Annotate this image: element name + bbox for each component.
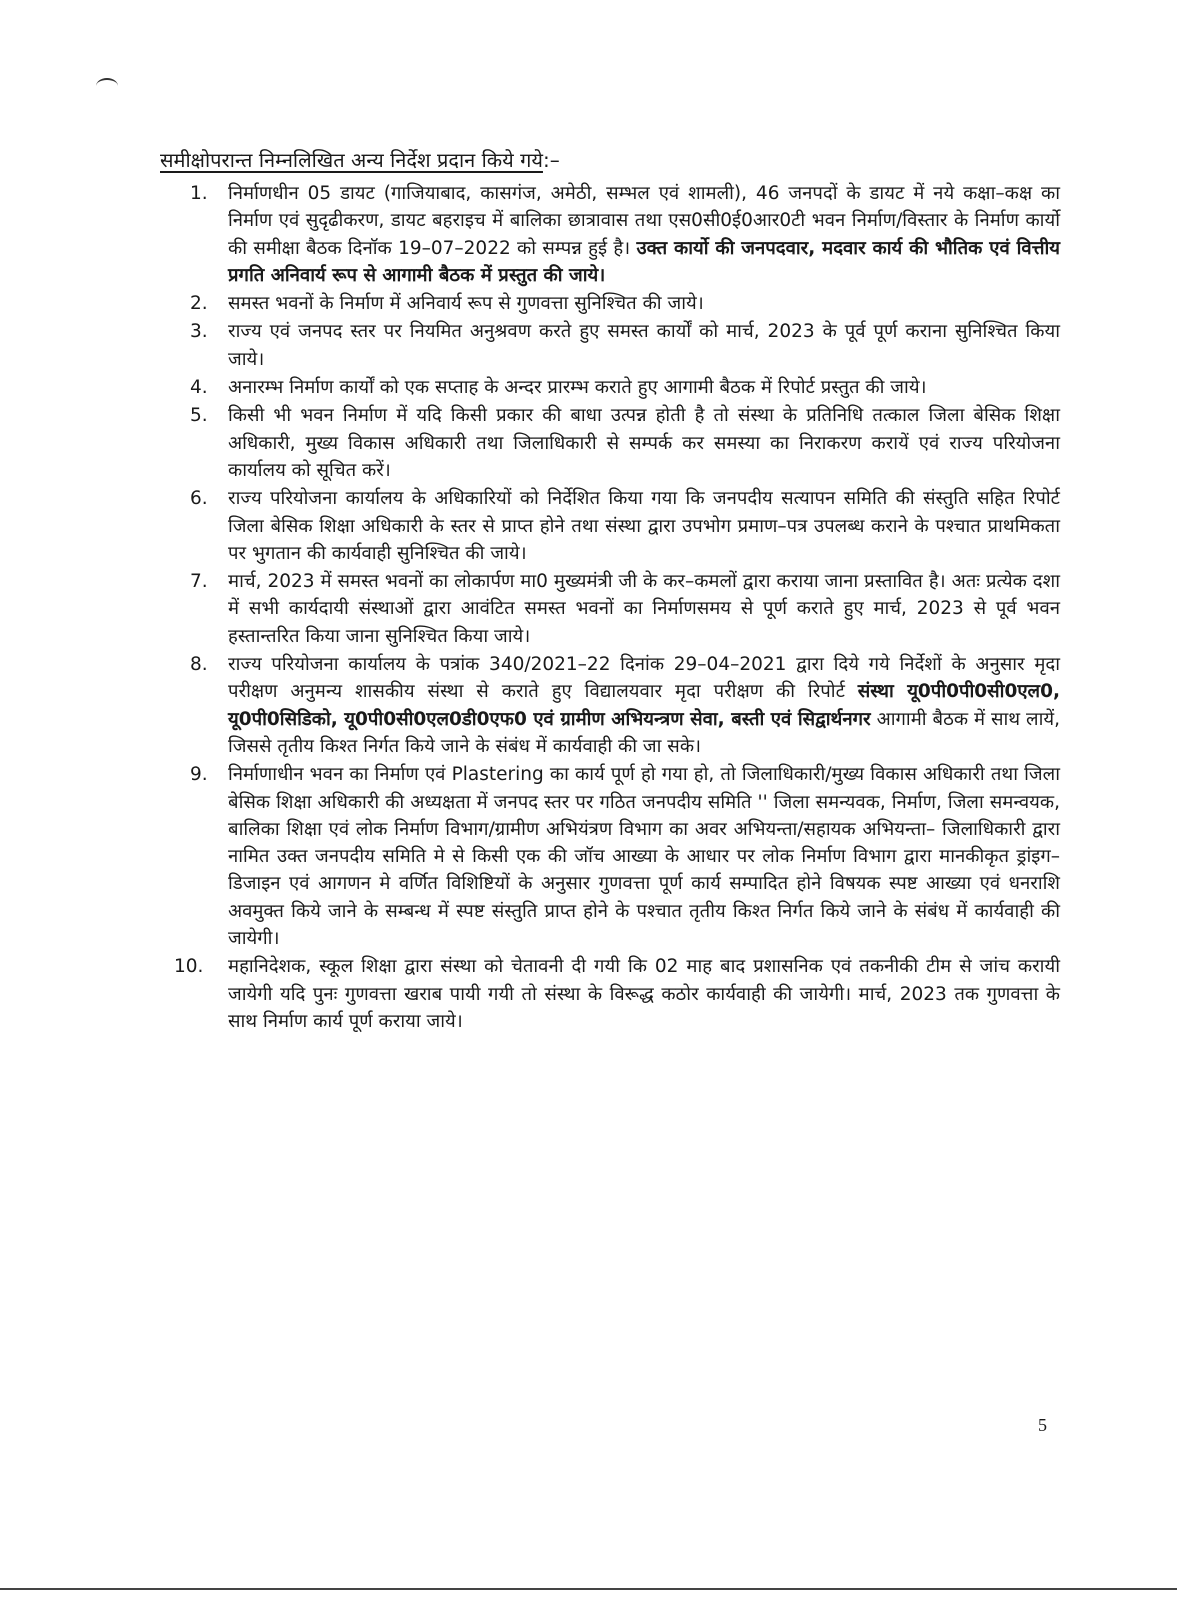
list-item — [190, 402, 1060, 484]
list-item — [190, 374, 1060, 401]
item-number: 4. — [190, 377, 208, 399]
item-number: 7. — [190, 571, 208, 593]
list-item — [190, 568, 1060, 650]
section-heading — [160, 146, 560, 173]
list-item — [190, 290, 1060, 317]
directive-list — [174, 180, 1060, 1036]
item-text: मार्च, 2023 में समस्त भवनों का लोकार्पण मा0 मुख्यमंत्री जी के कर–कमलों द्वारा कराया जाना प्रस्तावित है। अतः प्रत्येक दशा में सभी कार्यदायी संस्थाओं द्वारा आवंटित समस्त भवनों का निर्माणसमय से पूर्ण कराते हुए मार्च, 2023 से पूर्व भवन हस्तान्तरित किया जाना सुनिश्चित किया जाये। — [228, 571, 1060, 647]
item-text: आगामी बैठक में साथ लायें, जिससे तृतीय किश्त निर्गत किये जाने के संबंध में कार्यवाही की जा सके। — [228, 708, 1060, 757]
list-item — [190, 485, 1060, 567]
item-text: महानिदेशक, स्कूल शिक्षा द्वारा संस्था को चेतावनी दी गयी कि 02 माह बाद प्रशासनिक एवं तकनीकी टीम से जांच करायी जायेगी यदि पुनः गुणवत्ता खराब पायी गयी तो संस्था के विरूद्ध कठोर कार्यवाही की जायेगी। मार्च, 2023 तक गुणवत्ता के साथ निर्माण कार्य पूर्ण कराया जाये। — [228, 956, 1060, 1032]
page-number: 5 — [1038, 1415, 1047, 1435]
item-number: 1. — [190, 183, 208, 204]
heading-suffix: :– — [542, 148, 560, 172]
item-text: निर्माणधीन 05 डायट (गाजियाबाद, कासगंज, अमेठी, सम्भल एवं शामली), 46 जनपदों के डायट में नये कक्षा–कक्ष का निर्माण एवं सुदृढीकरण, डायट बहराइच में बालिका छात्रावास तथा एस0सी0ई0आर0टी भवन निर्माण/विस्तार के निर्माण कार्यो की समीक्षा बैठक दिनॉक 19–07–2022 को सम्पन्न हुई है। — [228, 183, 1060, 259]
bottom-rule — [0, 1588, 1177, 1590]
item-text: अनारम्भ निर्माण कार्यों को एक सप्ताह के अन्दर प्रारम्भ कराते हुए आगामी बैठक में रिपोर्ट प्रस्तुत की जाये। — [228, 377, 927, 399]
item-text: किसी भी भवन निर्माण में यदि किसी प्रकार की बाधा उत्पन्न होती है तो संस्था के प्रतिनिधि तत्काल जिला बेसिक शिक्षा अधिकारी, मुख्य विकास अधिकारी तथा जिलाधिकारी से सम्पर्क कर समस्या का निराकरण करायें एवं राज्य परियोजना कार्यालय को सूचित करें। — [228, 405, 1060, 481]
heading-text: समीक्षोपरान्त निम्नलिखित अन्य निर्देश प्रदान किये गये — [160, 148, 543, 172]
item-number: 3. — [190, 321, 208, 343]
list-item — [174, 953, 1060, 1035]
list-item — [190, 761, 1060, 952]
list-item — [190, 651, 1060, 760]
item-number: 5. — [190, 405, 208, 427]
item-number: 8. — [190, 654, 208, 676]
item-text: निर्माणाधीन भवन का निर्माण एवं Plastering का कार्य पूर्ण हो गया हो, तो जिलाधिकारी/मुख्य विकास अधिकारी तथा जिला बेसिक शिक्षा अधिकारी की अध्यक्षता में जनपद स्तर पर गठित जनपदीय समिति '' जिला समन्यवक, निर्माण, जिला समन्वयक, बालिका शिक्षा एवं लोक निर्माण विभाग/ग्रामीण अभियंत्रण विभाग का अवर अभियन्ता/सहायक अभियन्ता– जिलाधिकारी द्वारा नामित उक्त जनपदीय समिति मे से किसी एक की जॉच आख्या के आधार पर लोक निर्माण विभाग द्वारा मानकीकृत ड्रांइग–डिजाइन एवं आगणन मे वर्णित विशिष्टियों के अनुसार गुणवत्ता पूर्ण कार्य सम्पादित होने विषयक स्पष्ट आख्या एवं धनराशि अवमुक्त किये जाने के सम्बन्ध में स्पष्ट संस्तुति प्राप्त होने के पश्चात तृतीय किश्त निर्गत किये जाने के संबंध में कार्यवाही की जायेगी। — [228, 764, 1060, 950]
scan-mark — [96, 78, 118, 94]
item-text: राज्य परियोजना कार्यालय के पत्रांक 340/2021–22 दिनांक 29–04–2021 द्वारा दिये गये निर्देशों के अनुसार मृदा परीक्षण अनुमन्य शासकीय संस्था से कराते हुए विद्यालयवार मृदा परीक्षण की रिपोर्ट — [228, 654, 1060, 703]
item-number: 10. — [174, 956, 204, 978]
item-text: राज्य एवं जनपद स्तर पर नियमित अनुश्रवण करते हुए समस्त कार्यों को मार्च, 2023 के पूर्व पूर्ण कराना सुनिश्चित किया जाये। — [228, 321, 1060, 370]
item-number: 9. — [190, 764, 208, 786]
item-text-bold: उक्त कार्यो की जनपदवार, मदवार कार्य की भौतिक एवं वित्तीय प्रगति अनिवार्य रूप से आगामी बैठक में प्रस्तुत की जाये। — [228, 237, 1060, 286]
item-number: 6. — [190, 488, 208, 510]
item-text: राज्य परियोजना कार्यालय के अधिकारियों को निर्देशित किया गया कि जनपदीय सत्यापन समिति की संस्तुति सहित रिपोर्ट जिला बेसिक शिक्षा अधिकारी के स्तर से प्राप्त होने तथा संस्था द्वारा उपभोग प्रमाण–पत्र उपलब्ध कराने के पश्चात प्राथमिकता पर भुगतान की कार्यवाही सुनिश्चित की जाये। — [228, 488, 1060, 564]
list-item — [190, 318, 1060, 373]
list-item — [190, 180, 1060, 289]
item-text-bold: संस्था यू0पी0पी0सी0एल0, यू0पी0सिडिको, यू0पी0सी0एल0डी0एफ0 एवं ग्रामीण अभियन्त्रण सेवा, बस्ती एवं सिद्वार्थनगर — [228, 681, 1060, 730]
item-number: 2. — [190, 293, 208, 315]
item-text: समस्त भवनों के निर्माण में अनिवार्य रूप से गुणवत्ता सुनिश्चित की जाये। — [228, 293, 704, 315]
